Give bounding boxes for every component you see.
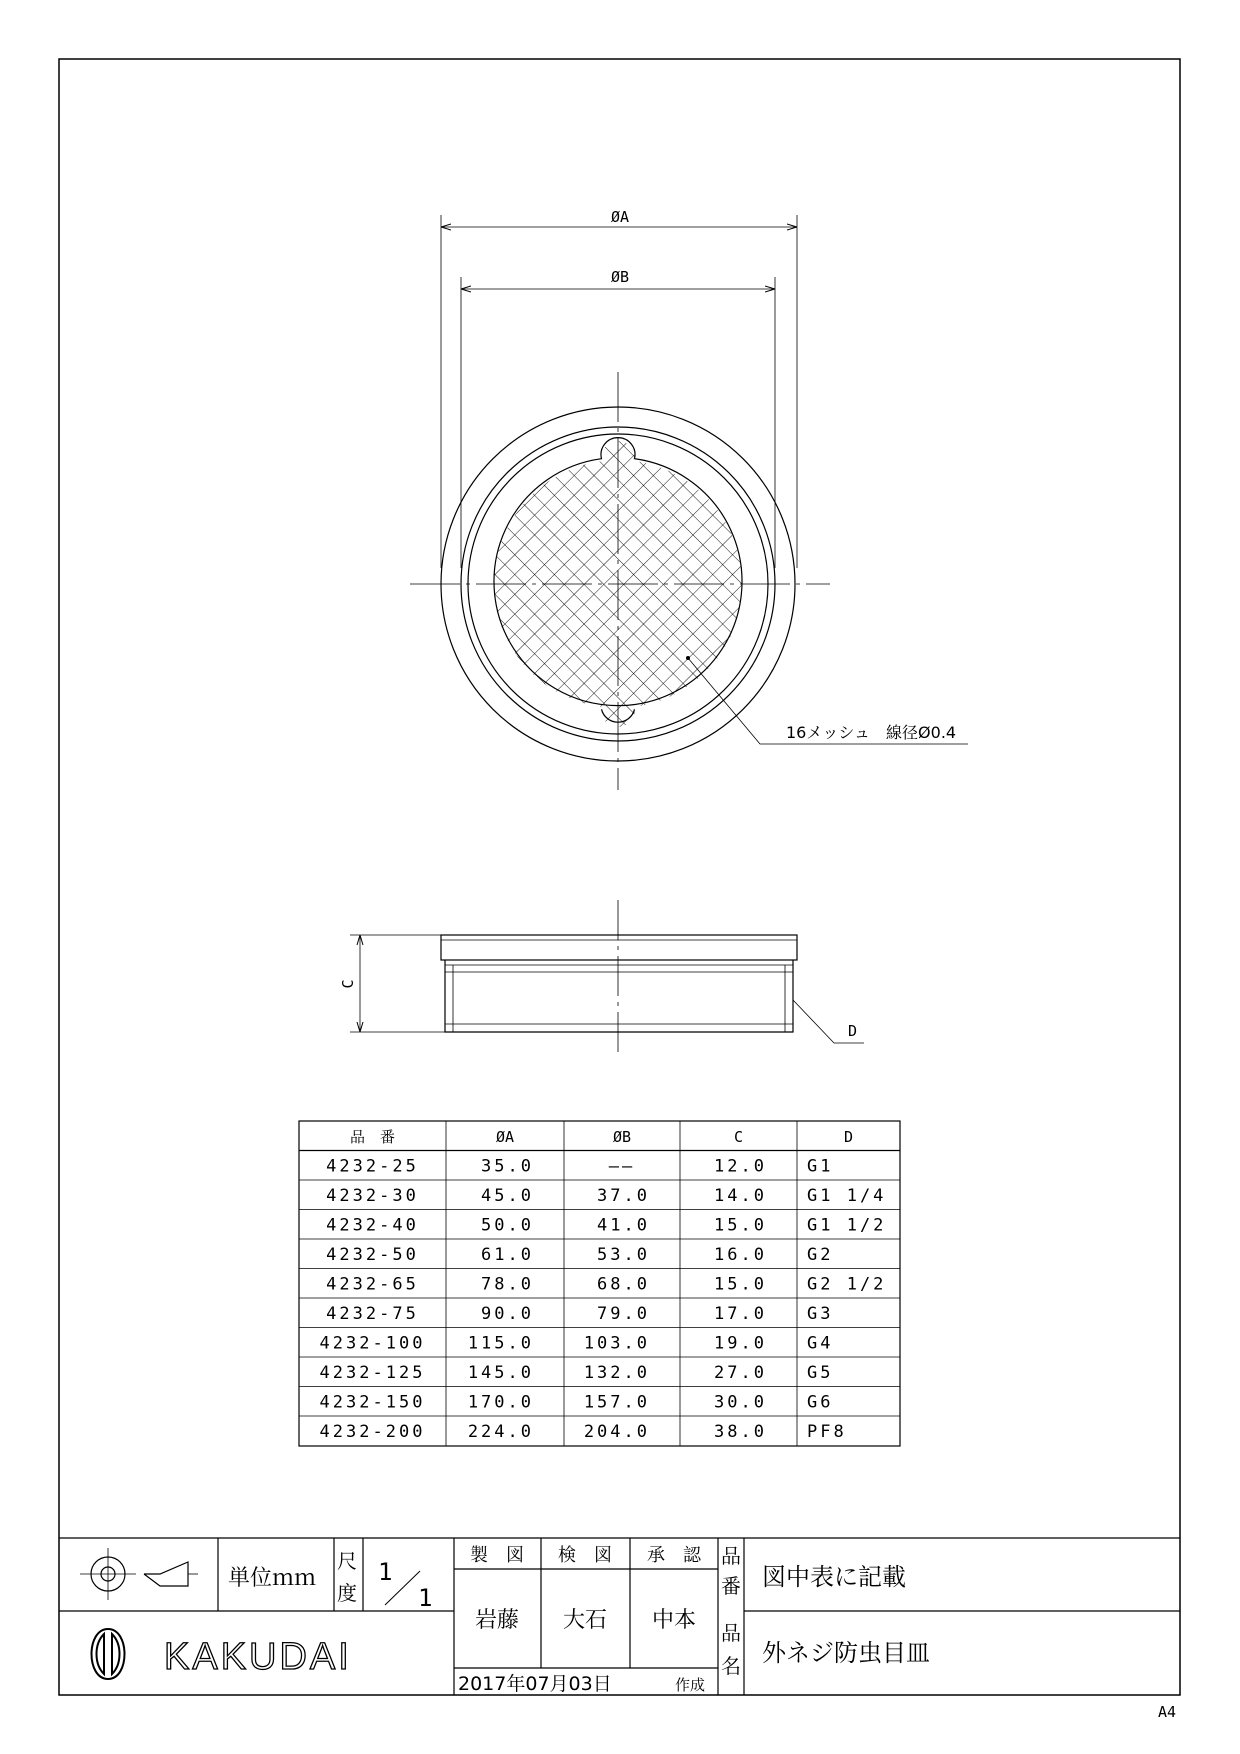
- table-cell: 17.0: [714, 1304, 767, 1325]
- table-cell: 4232-65: [326, 1274, 419, 1295]
- table-cell: 4232-25: [326, 1156, 419, 1177]
- part-no-label-1: 品: [721, 1544, 741, 1568]
- scale-denominator: 1: [418, 1584, 433, 1612]
- table-cell: G2 1/2: [807, 1274, 887, 1295]
- part-name-value: 外ネジ防虫目皿: [762, 1639, 930, 1667]
- third-angle-projection-icon: [80, 1548, 198, 1600]
- table-cell: G4: [807, 1333, 834, 1354]
- drawn-label: 製 図: [470, 1545, 524, 1566]
- table-cell: 12.0: [714, 1156, 767, 1177]
- side-view: [350, 900, 864, 1058]
- part-no-label-2: 番: [721, 1574, 741, 1598]
- table-cell: 37.0: [597, 1186, 650, 1207]
- table-cell: 170.0: [467, 1392, 534, 1413]
- table-cell: 68.0: [597, 1274, 650, 1295]
- table-cell: 4232-100: [319, 1333, 426, 1354]
- part-name-label-1: 品: [721, 1621, 741, 1645]
- table-cell: 145.0: [467, 1363, 534, 1384]
- table-cell: 61.0: [481, 1245, 534, 1266]
- table-cell: 50.0: [481, 1215, 534, 1236]
- table-cell: G2: [807, 1245, 834, 1266]
- table-cell: 19.0: [714, 1333, 767, 1354]
- table-header-cell: ØB: [612, 1128, 632, 1147]
- table-cell: G1: [807, 1156, 834, 1177]
- part-name-label-2: 名: [721, 1654, 741, 1678]
- checked-label: 検 図: [558, 1545, 612, 1566]
- table-cell: 90.0: [481, 1304, 534, 1325]
- table-cell: 16.0: [714, 1245, 767, 1266]
- table-cell: 4232-150: [319, 1392, 426, 1413]
- unit-label: 単位ｍｍ: [228, 1566, 317, 1591]
- table-header-cell: C: [733, 1128, 744, 1147]
- table-cell: G3: [807, 1304, 834, 1325]
- table-cell: 224.0: [467, 1422, 534, 1443]
- sheet-size: A4: [1157, 1703, 1176, 1721]
- table-cell: 204.0: [583, 1422, 650, 1443]
- table-cell: 15.0: [714, 1215, 767, 1236]
- scale-label-1: 尺: [337, 1549, 357, 1573]
- table-cell: 53.0: [597, 1245, 650, 1266]
- dim-label-c: C: [339, 979, 357, 989]
- table-cell: 132.0: [583, 1363, 650, 1384]
- table-header-cell: D: [843, 1128, 854, 1147]
- spec-table: [299, 1121, 900, 1446]
- table-cell: 4232-125: [319, 1363, 426, 1384]
- table-cell: 103.0: [583, 1333, 650, 1354]
- table-cell: 35.0: [481, 1156, 534, 1177]
- table-cell: 4232-75: [326, 1304, 419, 1325]
- table-cell: 4232-40: [326, 1215, 419, 1236]
- table-cell: 78.0: [481, 1274, 534, 1295]
- brand-name: KAKUDAI: [164, 1636, 352, 1678]
- table-cell: G5: [807, 1363, 834, 1384]
- table-cell: ——: [608, 1156, 636, 1177]
- table-cell: 4232-30: [326, 1186, 419, 1207]
- table-header-cell: 品 番: [349, 1128, 396, 1147]
- table-cell: G1 1/2: [807, 1215, 887, 1236]
- dim-label-a: ØA: [610, 208, 630, 226]
- table-cell: 14.0: [714, 1186, 767, 1207]
- table-cell: 15.0: [714, 1274, 767, 1295]
- table-cell: PF8: [807, 1422, 847, 1443]
- table-cell: G1 1/4: [807, 1186, 887, 1207]
- table-cell: 157.0: [583, 1392, 650, 1413]
- table-cell: 27.0: [714, 1363, 767, 1384]
- drawing-frame: [59, 59, 1180, 1695]
- thread-label-d: D: [848, 1022, 858, 1040]
- table-cell: 79.0: [597, 1304, 650, 1325]
- scale-label-2: 度: [337, 1581, 357, 1605]
- top-view: [410, 215, 968, 790]
- mesh-note: 16メッシュ 線径Ø0.4: [786, 723, 957, 742]
- table-cell: 38.0: [714, 1422, 767, 1443]
- approved-by: 中本: [651, 1608, 697, 1633]
- kakudai-logo-icon: [92, 1629, 125, 1679]
- table-cell: 4232-50: [326, 1245, 419, 1266]
- part-no-value: 図中表に記載: [762, 1563, 906, 1591]
- created-label: 作成: [675, 1676, 706, 1694]
- checked-by: 大石: [562, 1608, 608, 1633]
- created-date: 2017年07月03日: [458, 1673, 612, 1695]
- table-cell: 41.0: [597, 1215, 650, 1236]
- dim-label-b: ØB: [610, 268, 630, 286]
- scale-numerator: 1: [378, 1558, 393, 1586]
- table-cell: 4232-200: [319, 1422, 426, 1443]
- table-cell: 45.0: [481, 1186, 534, 1207]
- table-cell: 115.0: [467, 1333, 534, 1354]
- table-header-cell: ØA: [495, 1128, 515, 1147]
- table-cell: 30.0: [714, 1392, 767, 1413]
- table-cell: G6: [807, 1392, 834, 1413]
- approved-label: 承 認: [647, 1545, 701, 1566]
- drawn-by: 岩藤: [474, 1608, 520, 1633]
